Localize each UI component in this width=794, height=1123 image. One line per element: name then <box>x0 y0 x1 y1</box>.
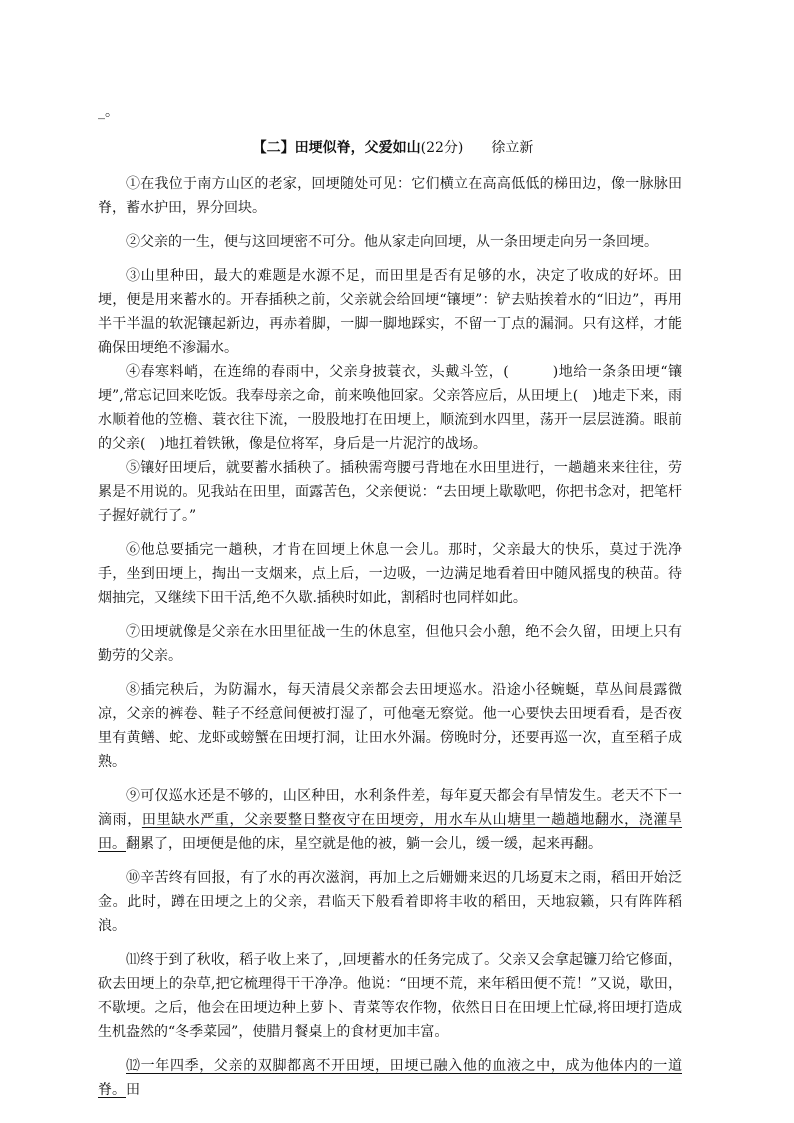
paragraph-12 <box>98 1054 682 1102</box>
paragraph-3: ③山里种田，最大的难题是水源不足，而田里是否有足够的水，决定了收成的好坏。田埂，便是用来蓄水的。开春插秧之前，父亲就会给回埂“镶埂”：铲去贴挨着水的“旧边”，再用半干半温的软泥镶起新边，再赤着脚，一脚一脚地踩实，不留一丁点的漏洞。只有这样，才能确保田埂绝不渗漏水。 <box>98 268 682 356</box>
paragraph-5: ⑤镶好田埂后，就要蓄水插秧了。插秧需弯腰弓背地在水田里进行，一趟趟来来往往，劳累是不用说的。见我站在田里，面露苦色，父亲便说：“去田埂上歇歇吧，你把书念对，把笔杆子握好就行了。” <box>98 460 682 524</box>
section-title: 【二】田埂似脊，父爱如山 <box>252 140 421 156</box>
paragraph-1: ①在我位于南方山区的老家，回埂随处可见：它们横立在高高低低的梯田边，像一脉脉田脊，蓄水护田，界分回块。 <box>98 176 682 216</box>
paragraph-7: ⑦田埂就像是父亲在水田里征战一生的休息室，但他只会小憩，绝不会久留，田埂上只有勤劳的父亲。 <box>98 624 682 664</box>
paragraph-10: ⑩辛苦终有回报，有了水的再次滋润，再加上之后姗姗来迟的几场夏末之雨，稻田开始泛金。此时，蹲在田埂之上的父亲，君临天下般看着即将丰收的稻田，天地寂籁，只有阵阵稻浪。 <box>98 870 682 934</box>
paragraph-2: ②父亲的一生，便与这回埂密不可分。他从家走向回埂，从一条田埂走向另一条回埂。 <box>126 234 658 250</box>
section-heading <box>98 136 682 160</box>
paragraph-9-end: 翻累了，田埂便是他的床，星空就是他的被，躺一会儿，缓一缓，起来再翻。 <box>126 836 602 852</box>
paragraph-11: ⑾终于到了秋收，稻子收上来了，,回埂蓄水的任务完成了。父亲又会拿起镰刀给它修面，砍去田埂上的杂草,把它梳理得干干净净。他说：“田埂不荒，来年稻田便不荒！”又说，歇田，不歇埂。之后，他会在田埂边种上萝卜、青菜等农作物，依然日日在田埂上忙碌,将田埂打造成生机盎然的“冬季菜园”，使腊月餐桌上的食材更加丰富。 <box>98 952 682 1040</box>
paragraph-4: ④春寒料峭，在连绵的春雨中，父亲身披蓑衣，头戴斗笠，( )地给一条条田埂“镶埂”,常忘记回来吃饭。我奉母亲之命，前来唤他回家。父亲答应后，从田埂上( )地走下来，雨水顺着他的笠檐、蓑衣往下流，一股股地打在田埂上，顺流到水四里，荡开一层层涟漪。眼前的父亲( )地扛着铁锹，像是位将军，身后是一片泥泞的战场。 <box>98 364 682 452</box>
section-author: 徐立新 <box>491 140 534 156</box>
section-score: (22分) <box>420 140 464 156</box>
paragraph-12-underlined-sentence: ⑿一年四季，父亲的双脚都离不开田埂，田埂已融入他的血液之中，成为他体内的一道脊。 <box>98 1058 682 1098</box>
paragraph-6: ⑥他总要插完一趟秧，才肯在回埂上休息一会儿。那时，父亲最大的快乐，莫过于洗净手，坐到田埂上，掏出一支烟来，点上后，一边吸，一边满足地看着田中随风摇曳的秧苗。待烟抽完，又继续下田干活,绝不久歇.插秧时如此，割稻时也同样如此。 <box>98 542 682 606</box>
paragraph-9-underlined-sentence: 田里缺水严重，父亲要整日整夜守在田埂旁，用水车从山塘里一趟趟地翻水，浇灌旱田。 <box>98 812 683 852</box>
paragraph-9-start: ⑨可仅巡水还是不够的，山区种田，水利条件差，每年夏天都会有旱情发生。老天不下一滴雨， <box>98 788 682 828</box>
paragraph-12-end: 田 <box>126 1082 140 1098</box>
answer-blank-tail: _。 <box>98 104 119 120</box>
paragraph-9 <box>98 784 682 856</box>
paragraph-8: ⑧插完秧后，为防漏水，每天清晨父亲都会去田埂巡水。沿途小径蜿蜒，草丛间晨露微凉，父亲的裤卷、鞋子不经意间便被打湿了，可他毫无察觉。他一心要快去田埂看看，是否夜里有黄鳝、蛇、龙虾或螃蟹在田埂打洞，让田水外漏。傍晚时分，还要再巡一次，直至稻子成熟。 <box>98 682 682 770</box>
